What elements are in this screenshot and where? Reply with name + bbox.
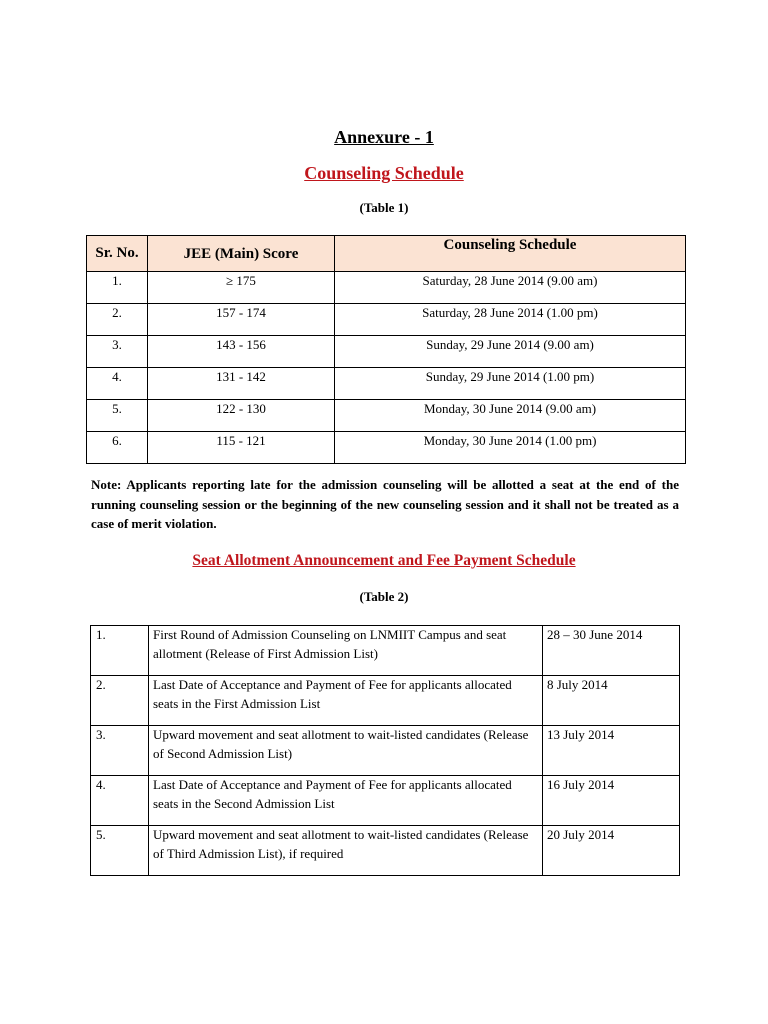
step-number-cell: 4. bbox=[91, 776, 149, 826]
step-date-cell: 20 July 2014 bbox=[543, 826, 680, 876]
schedule-cell: Sunday, 29 June 2014 (9.00 am) bbox=[335, 336, 686, 368]
late-reporting-note: Note: Applicants reporting late for the admission counseling will be allotted a seat at the end of the running counseling session or the beginning of the new counseling session and it shall not be treated as a case of merit violation. bbox=[91, 477, 679, 531]
schedule-cell: Monday, 30 June 2014 (9.00 am) bbox=[335, 400, 686, 432]
schedule-cell: Monday, 30 June 2014 (1.00 pm) bbox=[335, 432, 686, 464]
sr-no-cell: 2. bbox=[87, 304, 148, 336]
step-description-cell: First Round of Admission Counseling on LNMIIT Campus and seat allotment (Release of First Admission List) bbox=[149, 626, 543, 676]
score-cell: 122 - 130 bbox=[148, 400, 335, 432]
sr-no-cell: 4. bbox=[87, 368, 148, 400]
schedule-cell: Saturday, 28 June 2014 (1.00 pm) bbox=[335, 304, 686, 336]
sr-no-cell: 3. bbox=[87, 336, 148, 368]
seat-allotment-title: Seat Allotment Announcement and Fee Payment Schedule bbox=[192, 552, 576, 569]
table-row bbox=[87, 304, 686, 336]
table-row bbox=[91, 676, 680, 726]
schedule-cell: Sunday, 29 June 2014 (1.00 pm) bbox=[335, 368, 686, 400]
table1-caption: (Table 1) bbox=[359, 200, 409, 215]
table-row bbox=[91, 826, 680, 876]
score-cell: 131 - 142 bbox=[148, 368, 335, 400]
step-date-cell: 8 July 2014 bbox=[543, 676, 680, 726]
score-cell: ≥ 175 bbox=[148, 272, 335, 304]
sr-no-cell: 6. bbox=[87, 432, 148, 464]
table-row bbox=[87, 272, 686, 304]
table-row bbox=[87, 432, 686, 464]
table-header-row bbox=[87, 236, 686, 272]
table-row bbox=[87, 400, 686, 432]
score-cell: 157 - 174 bbox=[148, 304, 335, 336]
sr-no-cell: 1. bbox=[87, 272, 148, 304]
counseling-schedule-title: Counseling Schedule bbox=[304, 163, 464, 183]
step-number-cell: 5. bbox=[91, 826, 149, 876]
seat-allotment-table bbox=[90, 625, 680, 876]
header-sr-no: Sr. No. bbox=[87, 236, 148, 272]
table-row bbox=[87, 368, 686, 400]
header-counseling-schedule: Counseling Schedule bbox=[335, 236, 686, 272]
table-row bbox=[87, 336, 686, 368]
step-description-cell: Upward movement and seat allotment to wait-listed candidates (Release of Third Admission List), if required bbox=[149, 826, 543, 876]
annexure-title: Annexure - 1 bbox=[334, 127, 434, 147]
schedule-cell: Saturday, 28 June 2014 (9.00 am) bbox=[335, 272, 686, 304]
step-date-cell: 16 July 2014 bbox=[543, 776, 680, 826]
step-description-cell: Last Date of Acceptance and Payment of Fee for applicants allocated seats in the Second Admission List bbox=[149, 776, 543, 826]
header-jee-score: JEE (Main) Score bbox=[148, 236, 335, 272]
score-cell: 143 - 156 bbox=[148, 336, 335, 368]
counseling-schedule-table bbox=[86, 235, 686, 464]
step-date-cell: 13 July 2014 bbox=[543, 726, 680, 776]
step-number-cell: 1. bbox=[91, 626, 149, 676]
step-number-cell: 2. bbox=[91, 676, 149, 726]
table-row bbox=[91, 726, 680, 776]
table-row bbox=[91, 626, 680, 676]
step-description-cell: Upward movement and seat allotment to wait-listed candidates (Release of Second Admission List) bbox=[149, 726, 543, 776]
table-row bbox=[91, 776, 680, 826]
score-cell: 115 - 121 bbox=[148, 432, 335, 464]
step-number-cell: 3. bbox=[91, 726, 149, 776]
table2-caption: (Table 2) bbox=[359, 589, 409, 604]
step-description-cell: Last Date of Acceptance and Payment of Fee for applicants allocated seats in the First Admission List bbox=[149, 676, 543, 726]
sr-no-cell: 5. bbox=[87, 400, 148, 432]
step-date-cell: 28 – 30 June 2014 bbox=[543, 626, 680, 676]
